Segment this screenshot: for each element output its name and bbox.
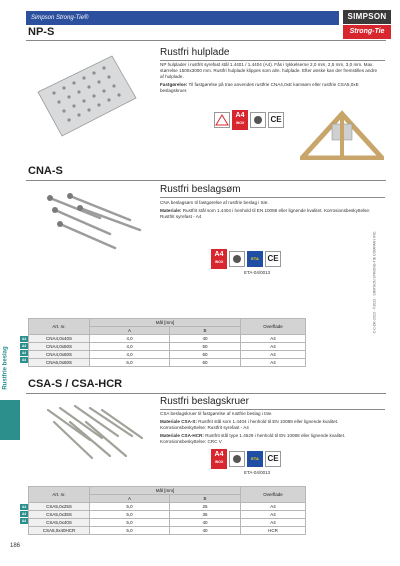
eta-eu-icon: ETA: [247, 251, 263, 267]
table-row: CSA5,0x40HCR 5,0 40 HCR: [29, 527, 306, 535]
table-row: CNA4,0x40S 4,0 40 A4: [29, 335, 306, 343]
csa-subtitle: Rustfri beslagskruer: [160, 396, 249, 407]
np-s-fastener-label: Fastgørelse:: [160, 82, 188, 87]
section-divider: [26, 40, 386, 41]
col-size: Mål [mm]: [90, 487, 241, 495]
row-a4-tag: A4: [21, 344, 27, 348]
section-cna-s-title: CNA-S: [28, 165, 63, 177]
ce-mark-icon: CE: [265, 251, 281, 267]
logo-top: SIMPSON: [343, 10, 391, 24]
ce-mark-icon: CE: [268, 112, 284, 128]
cna-s-subtitle-rule: [160, 197, 385, 198]
side-label-text: Rustfrie beslag: [2, 346, 9, 390]
vertical-note: [372, 215, 394, 355]
section-divider: [26, 180, 386, 181]
side-color-tab: [0, 400, 20, 440]
cna-s-description: [160, 200, 382, 222]
ce-mark-icon: CE: [265, 451, 281, 467]
col-article: Art. nr.: [29, 319, 90, 335]
table-row: CNA4,0x60S 4,0 60 A4: [29, 351, 306, 359]
a4-sub-label: INOX: [235, 121, 245, 125]
cna-s-desc-text: CNA beslagsøm til fastgørelse af rustfrie beslag i træ.: [160, 200, 269, 205]
logo-bottom: Strong-Tie: [343, 25, 391, 39]
csa-description: [160, 411, 382, 447]
col-a: A: [90, 495, 170, 503]
table-row: CSA5,0x25S 5,0 25 A4: [29, 503, 306, 511]
col-surface: Overflade: [241, 319, 306, 335]
np-s-desc-text: NP hulplader i rustfrit syrefast stål 1.4401 / 1.4404 (A4). Fås i tykkelserne 2,0 mm, 2,5 mm, 3,0 mm. Max. størrelse 1500x3000 mm. Rustfri hulplade klippes som alm. hulplade. Efter ønske kan der fremstilles andre af hulplade.: [160, 62, 378, 79]
truss-illustration: [300, 110, 384, 160]
side-section-label: [2, 340, 18, 400]
table-row: CNA4,0x50S 4,0 50 A4: [29, 343, 306, 351]
a4-sub-label: INOX: [214, 460, 224, 464]
csa-material-label: Materiale CSA-S:: [160, 419, 198, 424]
csa-subtitle-rule: [160, 409, 385, 410]
a4-label: A4: [214, 251, 224, 258]
a4-label: A4: [214, 451, 224, 458]
cna-s-material-label: Materiale:: [160, 208, 182, 213]
row-a4-tag: A4: [21, 519, 27, 523]
a4-inox-badge: [211, 449, 227, 469]
tools-icon: [229, 251, 245, 267]
row-a4-tag: A4: [21, 512, 27, 516]
simpson-logo: [343, 10, 391, 40]
np-s-subtitle-rule: [160, 60, 385, 61]
vertical-note-text: C-C-DK-2023 · ©2022 · SIMPSON STRONG-TIE COMPANY INC.: [372, 230, 377, 334]
eta-eu-icon: ETA: [247, 451, 263, 467]
col-b: B: [169, 327, 240, 335]
csa-material-text: Rustfrit stål som 1.4404 i henhold til EN 10088 eller lignende kvalitet. Korrosionsbeskyttelse: Rustfrit syrefast - A4: [160, 419, 339, 430]
cna-s-material: [160, 208, 382, 220]
a4-inox-badge: [232, 110, 248, 130]
col-article: Art. nr.: [29, 487, 90, 503]
row-a4-tag: A4: [21, 505, 27, 509]
cna-s-eta-number: ETA-04/0013: [244, 270, 271, 275]
row-a4-tag: A4: [21, 358, 27, 362]
section-divider: [26, 393, 386, 394]
brand-bar-text: Simpson Strong-Tie®: [31, 15, 89, 21]
table-row: CSA5,0x35S 5,0 35 A4: [29, 511, 306, 519]
np-s-fastener-text: Til fastgørelse på trae anvendes rustfrie CNA4,0xE kamsøm eller rustfrie CSA5,0xE beslagskruer.: [160, 82, 359, 93]
cna-s-material-text: Rustfrit stål som 1.4404 i henhold til EN 10088 eller lignende kvalitet. Korrosionsbeskyttelse: Rustfrit syrefast - A4: [160, 208, 371, 219]
a4-sub-label: INOX: [214, 260, 224, 264]
row-a4-tag: A4: [21, 337, 27, 341]
col-a: A: [90, 327, 170, 335]
table-row: CSA5,0x40S 5,0 40 A4: [29, 519, 306, 527]
warning-icon: [214, 112, 230, 128]
page-number: 186: [10, 543, 21, 549]
cna-s-table: [28, 318, 306, 367]
csa-desc-text: CSA beslagskruer til fastgørelse af rustfrie beslag i træ.: [160, 411, 273, 416]
csa-eta-number: ETA-04/0013: [244, 470, 271, 475]
csa-material-hcr: [160, 433, 382, 445]
tools-icon: [229, 451, 245, 467]
section-csa-title: CSA-S / CSA-HCR: [28, 378, 123, 390]
a4-inox-badge: [211, 249, 227, 269]
section-np-s-title: NP-S: [28, 26, 55, 38]
csa-material2-label: Materiale CSA-HCR:: [160, 433, 204, 438]
np-s-subtitle: Rustfri hulplade: [160, 47, 230, 58]
col-surface: Overflade: [241, 487, 306, 503]
csa-material: [160, 419, 382, 431]
col-size: Mål [mm]: [90, 319, 241, 327]
a4-label: A4: [235, 112, 245, 119]
col-b: B: [169, 495, 240, 503]
csa-material2-text: Rustfrit stål type 1.4529 i henhold til EN 10088 eller lignende kvalitet. Korrosionsbeskyttelse: CRC V: [160, 433, 346, 444]
table-row: CNA6,0x60S 6,0 60 A4: [29, 359, 306, 367]
row-a4-tag: A4: [21, 351, 27, 355]
csa-table: [28, 486, 306, 535]
np-s-fastener: [160, 82, 382, 94]
tools-icon: [250, 112, 266, 128]
csa-product-image: [40, 400, 150, 465]
np-s-description: [160, 62, 382, 96]
cna-s-product-image: [40, 190, 150, 255]
cna-s-subtitle: Rustfri beslagsøm: [160, 184, 241, 195]
brand-bar: [26, 11, 339, 25]
np-s-product-image: [34, 52, 140, 140]
